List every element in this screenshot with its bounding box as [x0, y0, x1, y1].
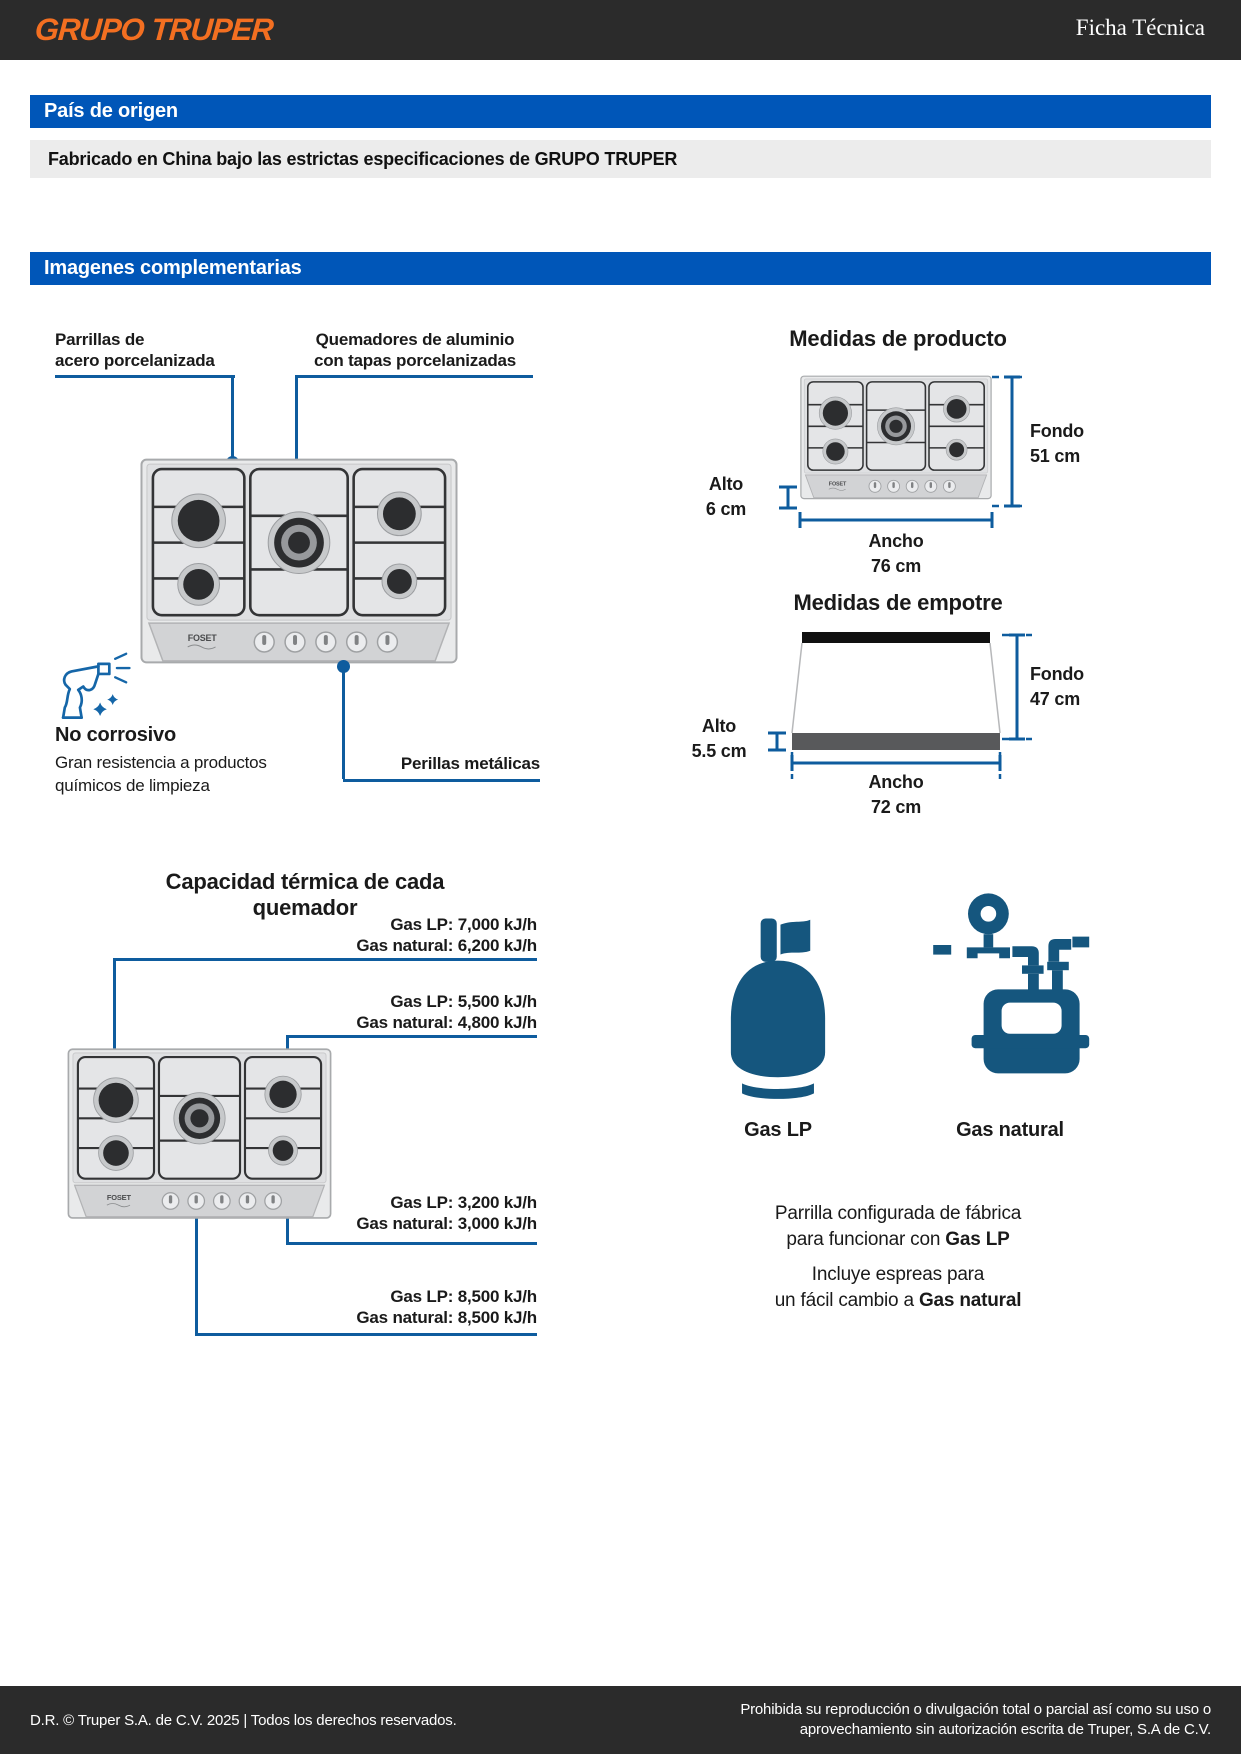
cooktop-thermal-image [67, 1048, 332, 1225]
thermal-burner-1: Gas LP: 7,000 kJ/h Gas natural: 6,200 kJ/h [356, 915, 537, 955]
callout-line [286, 1035, 537, 1038]
includes-note: Incluye espreas para un fácil cambio a Gas natural [774, 1264, 1022, 1311]
gas-natural-label: Gas natural [956, 1119, 1064, 1141]
thermal-burner-3: Gas LP: 3,200 kJ/h Gas natural: 3,000 kJ/h [356, 1193, 537, 1233]
gas-lp-label: Gas LP [744, 1119, 812, 1141]
callout-line [286, 1242, 537, 1245]
alto-dimension: Alto 5.5 cm [691, 716, 747, 761]
ficha-tecnica-page: FOSET GRUPO TRUPER Ficha Técnica País de origen Fabricado en China bajo las estrictas especificaciones de GRUPO TRUPER Imagenes complementarias Parrillas de acero porcelanizada Quemadores de aluminio con tapas porcelanizadas No corrosivo Gran resistencia a productos químicos de limpieza Perillas metálicas Medidas de producto Fondo 51 cm Alto 6 cm Ancho 76 cm Medidas de empotre Fondo 47 cm Alto 5.5 cm Ancho 72 cm Capacidad térmica de cada quemador Gas LP: 7,000 kJ/h Gas natural: 6,200 kJ/h Gas LP: 5,500 kJ/h Gas natural: 4,800 kJ/h Gas LP: 3,200 kJ/h Gas natural: 3,000 kJ/h Gas LP: 8,500 kJ/h Gas natural: 8,500 kJ/h Gas LP Gas natural Parrilla configurada de fábrica para funcionar con Gas LP Incluye espreas para un fácil cambio a Gas natural D.R. © Truper S.A. de C.V. 2025 | Todos los derechos reservados. Prohibida su reproducción o divulgación total o parcial así como su uso o aprovechamiento sin autorización escrita de Truper, S.A de C.V. [0, 0, 1241, 1754]
cooktop-image [140, 458, 458, 671]
callout-line [343, 779, 540, 782]
callout-grates: Parrillas de acero porcelanizada [55, 330, 215, 370]
factory-config-note: Parrilla configurada de fábrica para funcionar con Gas LP [774, 1203, 1022, 1250]
origin-statement: Fabricado en China bajo las estrictas especificaciones de GRUPO TRUPER [30, 140, 1211, 178]
callout-line [231, 375, 234, 462]
section-header-origin: País de origen [30, 95, 1211, 128]
ancho-dimension: Ancho 76 cm [868, 531, 924, 576]
no-corrosive-title: No corrosivo [55, 724, 176, 746]
thermal-title: Capacidad térmica de cada quemador [165, 869, 445, 920]
spray-bottle-icon [48, 650, 132, 734]
thermal-burner-4: Gas LP: 8,500 kJ/h Gas natural: 8,500 kJ/h [356, 1287, 537, 1327]
footer-bar [0, 1686, 1241, 1754]
ancho-dimension: Ancho 72 cm [868, 772, 924, 817]
brand-logo: GRUPO TRUPER [33, 12, 275, 47]
legal-text: Prohibida su reproducción o divulgación total o parcial así como su uso o aprovechamiento sin autorización escrita de Truper, S.A de C.V. [740, 1701, 1211, 1738]
copyright-text: D.R. © Truper S.A. de C.V. 2025 | Todos los derechos reservados. [30, 1711, 457, 1729]
document-type-title: Ficha Técnica [1075, 15, 1205, 40]
callout-line [113, 958, 537, 961]
no-corrosive-body: Gran resistencia a productos químicos de limpieza [55, 753, 267, 795]
callout-dot [337, 660, 350, 673]
fondo-dimension: Fondo 47 cm [1030, 664, 1084, 709]
callout-knobs: Perillas metálicas [400, 754, 540, 773]
callout-line [195, 1333, 537, 1336]
callout-line [342, 666, 345, 779]
callout-burners: Quemadores de aluminio con tapas porcelanizadas [313, 330, 517, 370]
cutout-dims-title: Medidas de empotre [793, 590, 1003, 615]
section-header-images: Imagenes complementarias [30, 252, 1211, 285]
fondo-dimension: Fondo 51 cm [1030, 421, 1084, 466]
header-bar [0, 0, 1241, 60]
thermal-burner-2: Gas LP: 5,500 kJ/h Gas natural: 4,800 kJ/h [356, 992, 537, 1032]
callout-line [295, 375, 533, 378]
gas-natural-meter-icon [926, 874, 1094, 1100]
callout-line [55, 375, 235, 378]
sparkle-icon [93, 694, 118, 716]
alto-dimension: Alto 6 cm [705, 474, 747, 519]
product-dims-title: Medidas de producto [789, 326, 1007, 351]
gas-lp-tank-icon [716, 916, 840, 1102]
